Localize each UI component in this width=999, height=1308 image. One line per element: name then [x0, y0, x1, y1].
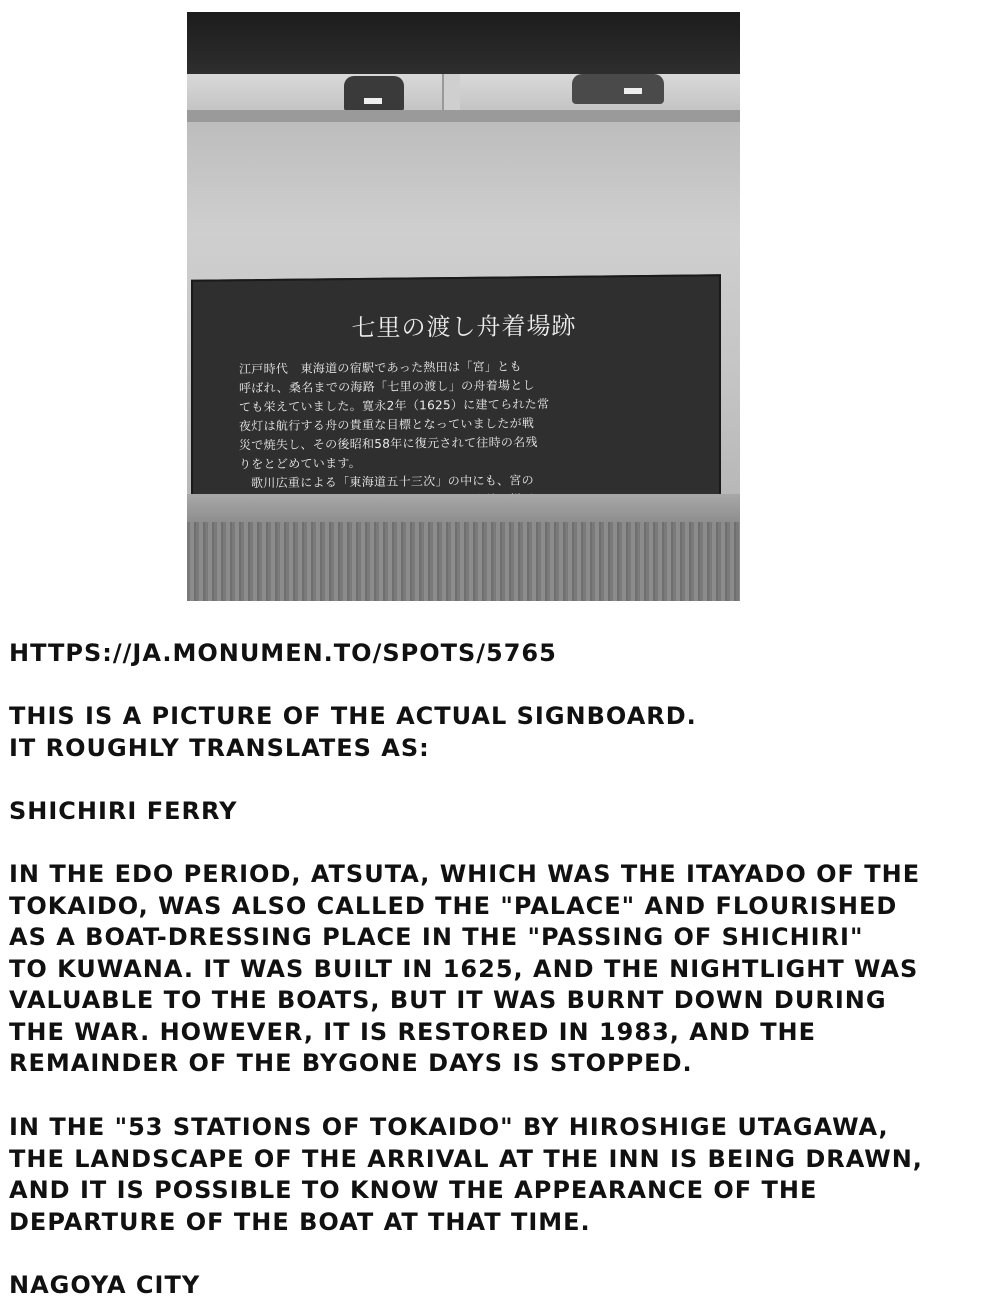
plaque-line: 災で焼失し、その後昭和58年に復元されて往時の名残: [239, 435, 538, 453]
roof-beam: [187, 12, 740, 74]
paragraph-line: VALUABLE TO THE BOATS, BUT IT WAS BURNT DOWN DURING: [9, 986, 887, 1014]
plaque-line: 江戸時代 東海道の宿駅であった熱田は「宮」とも: [239, 359, 522, 377]
paragraph-line: THE WAR. HOWEVER, IT IS RESTORED IN 1983, AND THE: [9, 1018, 817, 1046]
paragraph-line: TO KUWANA. IT WAS BUILT IN 1625, AND THE NIGHTLIGHT WAS: [9, 955, 919, 983]
plaque-line: 呼ばれ、桑名までの海路「七里の渡し」の舟着場とし: [239, 378, 535, 396]
paragraph-line: AS A BOAT-DRESSING PLACE IN THE "PASSING OF SHICHIRI": [9, 923, 864, 951]
signboard-photo: [187, 12, 740, 601]
plaque-line: ても栄えていました。寛永2年（1625）に建てられた常: [239, 397, 550, 415]
paragraph-line: IN THE EDO PERIOD, ATSUTA, WHICH WAS THE ITAYADO OF THE: [9, 860, 921, 888]
wall-ledge: [187, 494, 740, 522]
translation-heading: SHICHIRI FERRY: [9, 797, 238, 825]
source-url: HTTPS://JA.MONUMEN.TO/SPOTS/5765: [9, 639, 557, 667]
paragraph-line: TOKAIDO, WAS ALSO CALLED THE "PALACE" AND FLOURISHED: [9, 892, 898, 920]
plaque-line: りをとどめています。: [239, 455, 362, 472]
paragraph-line: AND IT IS POSSIBLE TO KNOW THE APPEARANCE OF THE: [9, 1176, 818, 1204]
plaque-title: 七里の渡し舟着場跡: [351, 311, 577, 343]
parked-car: [344, 76, 404, 112]
paragraph-line: THE LANDSCAPE OF THE ARRIVAL AT THE INN IS BEING DRAWN,: [9, 1145, 923, 1173]
paragraph-line: DEPARTURE OF THE BOAT AT THAT TIME.: [9, 1208, 591, 1236]
parked-car: [572, 74, 664, 104]
translation-signature: NAGOYA CITY: [9, 1271, 201, 1299]
intro-line: IT ROUGHLY TRANSLATES AS:: [9, 734, 430, 762]
plaque-line: 歌川広重による「東海道五十三次」の中にも、宮の: [251, 473, 534, 491]
plaque-line: 夜灯は航行する舟の貴重な目標となっていましたが戦: [239, 416, 535, 434]
stone-wall: [187, 122, 740, 494]
paragraph-line: IN THE "53 STATIONS OF TOKAIDO" BY HIROSHIGE UTAGAWA,: [9, 1113, 889, 1141]
ground: [187, 522, 740, 601]
paragraph-line: REMAINDER OF THE BYGONE DAYS IS STOPPED.: [9, 1049, 693, 1077]
intro-line: THIS IS A PICTURE OF THE ACTUAL SIGNBOARD.: [9, 702, 697, 730]
